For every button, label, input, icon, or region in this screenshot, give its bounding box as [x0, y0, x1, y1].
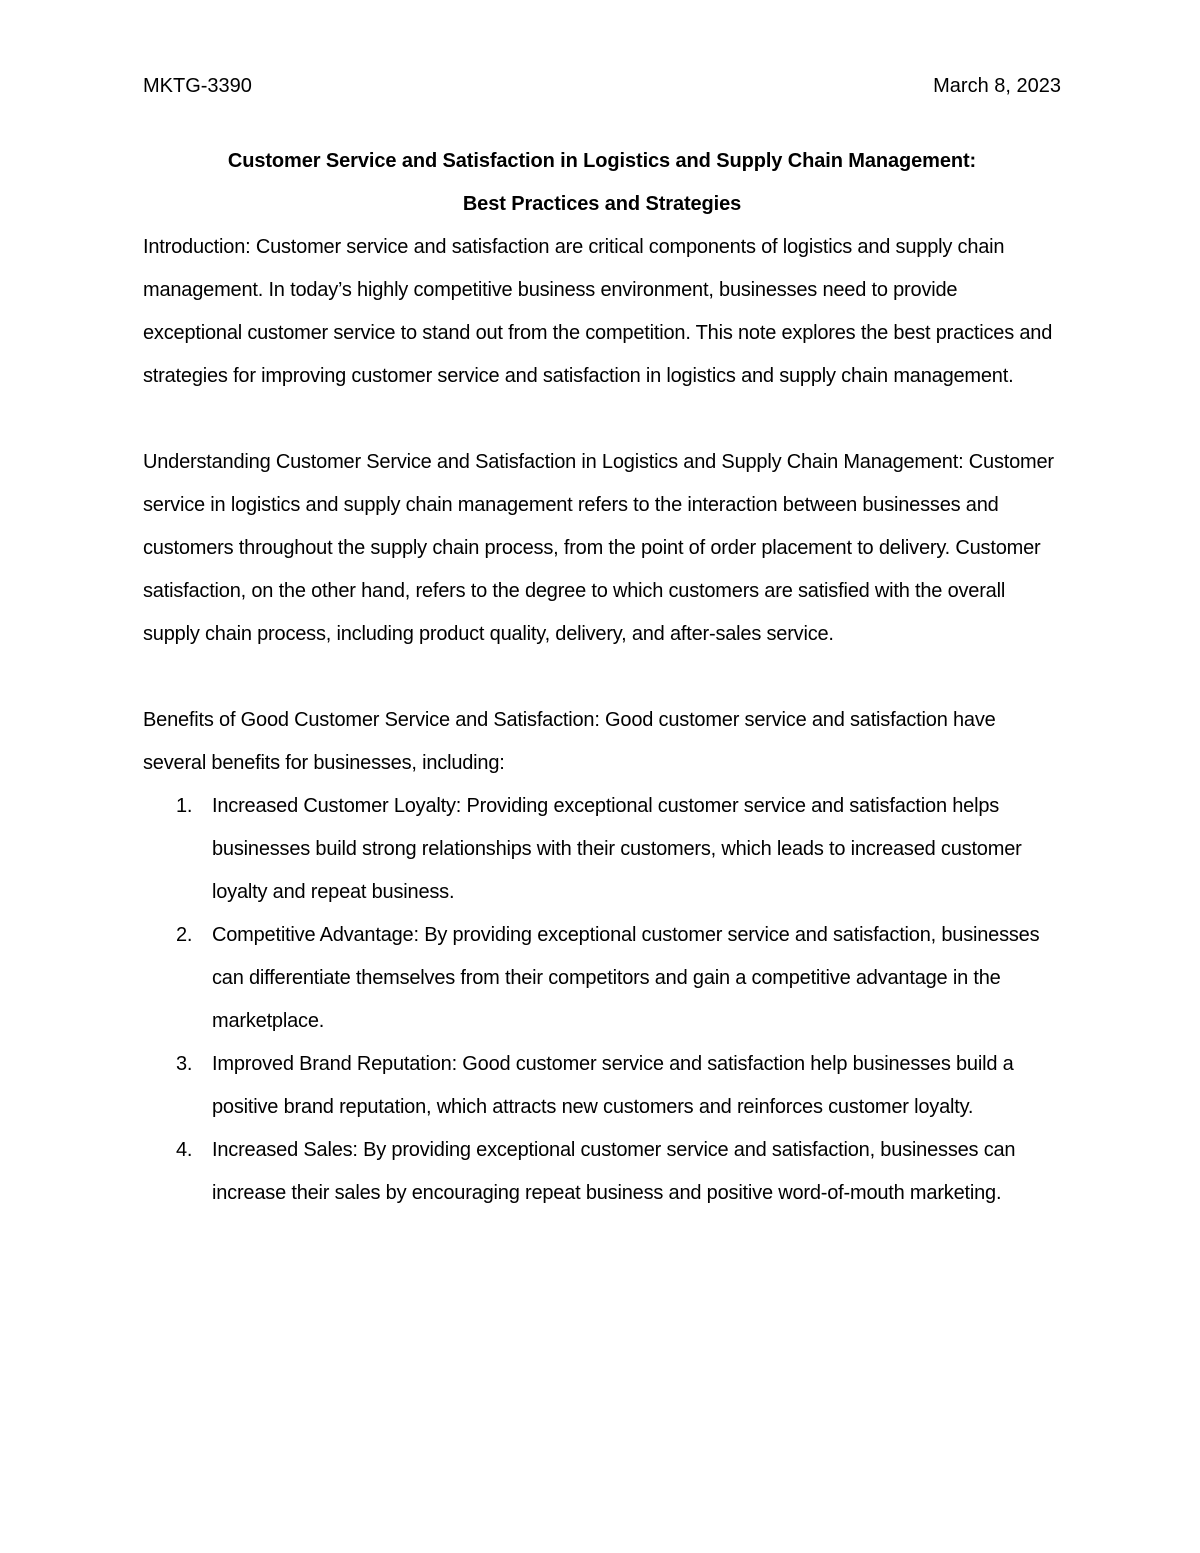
- document-body: [143, 140, 1061, 1215]
- paragraph-spacer: [143, 656, 1061, 699]
- paragraph-spacer: [143, 398, 1061, 441]
- list-item-text: Increased Sales: By providing exceptional customer service and satisfaction, businesses can increase their sales by encouraging repeat business and positive word-of-mouth marketing.: [212, 1139, 1016, 1204]
- list-item-text: Increased Customer Loyalty: Providing exceptional customer service and satisfaction helps businesses build strong relationships with their customers, which leads to increased customer loyalty and repeat business.: [212, 795, 1022, 903]
- list-item-number: 3.: [176, 1053, 193, 1075]
- benefits-intro-paragraph: Benefits of Good Customer Service and Satisfaction: Good customer service and satisfaction have several benefits for businesses, including:: [143, 709, 996, 774]
- list-item-number: 2.: [176, 924, 193, 946]
- list-item-text: Competitive Advantage: By providing exceptional customer service and satisfaction, businesses can differentiate themselves from their competitors and gain a competitive advantage in the marketplace.: [212, 924, 1040, 1032]
- list-item: [143, 1043, 1061, 1129]
- list-item: [143, 785, 1061, 914]
- document-title-line-1: Customer Service and Satisfaction in Logistics and Supply Chain Management:: [227, 150, 977, 172]
- document-title-line-2: Best Practices and Strategies: [462, 193, 742, 215]
- course-code: MKTG-3390: [143, 75, 252, 97]
- introduction-paragraph: Introduction: Customer service and satisfaction are critical components of logistics and supply chain management. In today’s highly competitive business environment, businesses need to provide exceptional customer service to stand out from the competition. This note explores the best practices and strategies for improving customer service and satisfaction in logistics and supply chain management.: [143, 236, 1053, 387]
- understanding-paragraph: Understanding Customer Service and Satisfaction in Logistics and Supply Chain Management: Customer service in logistics and supply chain management refers to the interaction between businesses and customers throughout the supply chain process, from the point of order placement to delivery. Customer satisfaction, on the other hand, refers to the degree to which customers are satisfied with the overall supply chain process, including product quality, delivery, and after-sales service.: [143, 451, 1054, 645]
- list-item-text: Improved Brand Reputation: Good customer service and satisfaction help businesses build a positive brand reputation, which attracts new customers and reinforces customer loyalty.: [212, 1053, 1014, 1118]
- list-item: [143, 1129, 1061, 1215]
- document-date: March 8, 2023: [933, 75, 1061, 97]
- page-header: [143, 70, 1061, 102]
- list-item: [143, 914, 1061, 1043]
- benefits-list: [143, 785, 1061, 1215]
- list-item-number: 4.: [176, 1139, 193, 1161]
- list-item-number: 1.: [176, 795, 193, 817]
